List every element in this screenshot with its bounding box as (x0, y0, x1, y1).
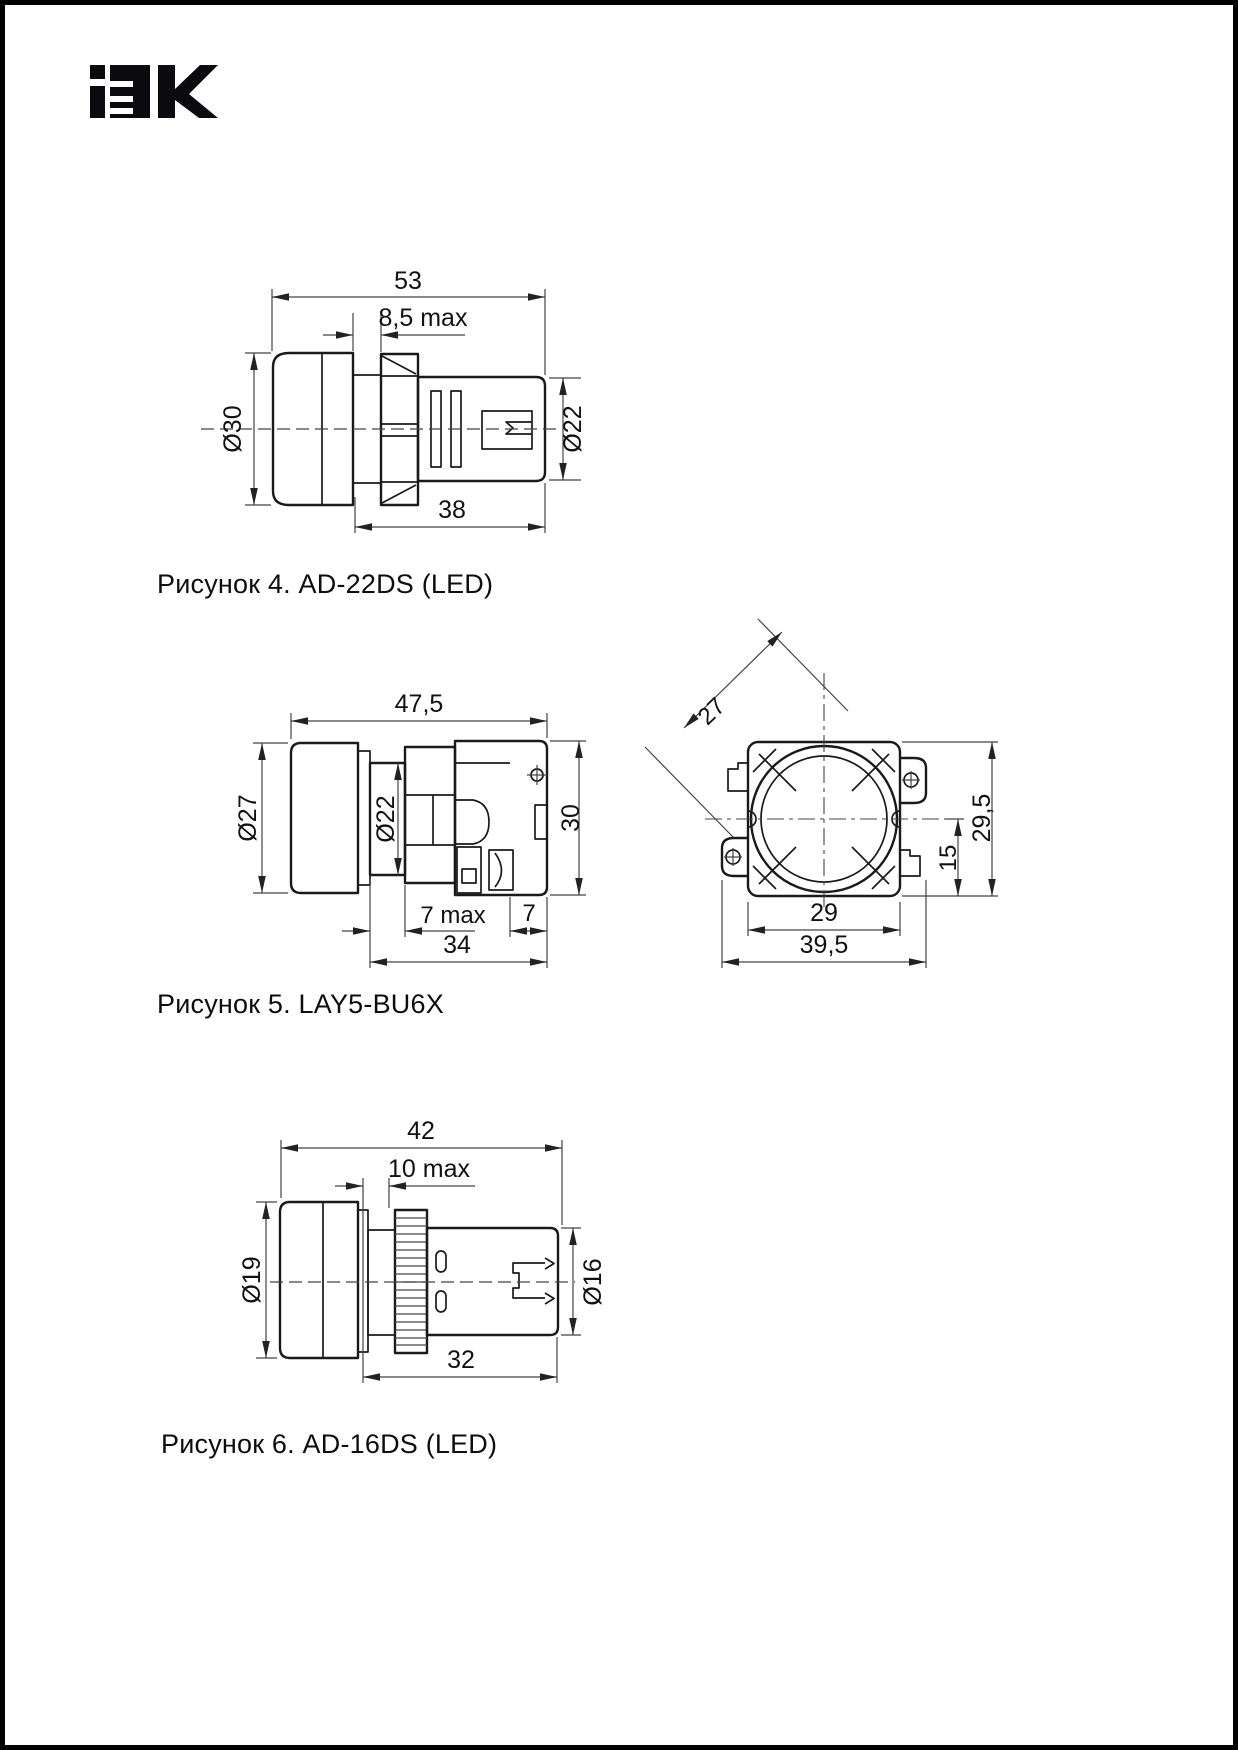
fig5-drawing (205, 600, 1015, 980)
fig6-dim-total-length: 42 (407, 1117, 435, 1145)
iek-logo (90, 63, 222, 120)
fig6-dim-hole-diameter: Ø16 (579, 1258, 607, 1306)
fig6-dim-body-length: 32 (447, 1346, 475, 1374)
fig4-caption: Рисунок 4. AD-22DS (LED) (157, 569, 494, 599)
fig4-dim-total-length: 53 (394, 267, 422, 295)
fig5-dim-total-length: 47,5 (394, 690, 444, 718)
fig4-drawing (195, 245, 615, 545)
fig6-dim-lens-diameter: Ø19 (238, 1256, 266, 1304)
fig5-dim-button-diameter: Ø27 (234, 794, 262, 842)
fig5-side-view-dimensions (234, 690, 586, 968)
fig6-dim-panel-thickness: 10 max (388, 1155, 470, 1183)
fig5-dim-diagonal: 27 (692, 692, 731, 731)
logo-i-dot (90, 65, 105, 79)
fig5-dim-hole-diameter: Ø22 (372, 795, 400, 843)
fig5-dim-terminal: 7 (522, 900, 536, 927)
fig5-dim-inner-width: 29 (810, 899, 838, 927)
fig5-rear-view-dimensions (645, 619, 998, 968)
fig5-side-view-outline (291, 741, 547, 895)
fig5-dim-body-length: 34 (443, 931, 471, 959)
logo-k-glyph (158, 65, 218, 118)
fig5-dim-height: 30 (557, 804, 585, 832)
fig4-dim-lens-diameter: Ø30 (219, 405, 247, 453)
fig4-dim-hole-diameter: Ø22 (559, 405, 587, 453)
logo-e-glyph (110, 65, 150, 118)
fig5-dim-panel-thickness: 7 max (420, 902, 486, 929)
fig6-drawing (215, 1115, 615, 1405)
fig5-caption: Рисунок 5. LAY5-BU6X (157, 989, 444, 1019)
fig4-dim-body-length: 38 (438, 496, 466, 524)
fig5-dim-outer-width: 39,5 (799, 931, 849, 959)
logo-i-stem (90, 86, 105, 118)
fig5-rear-view-outline (705, 673, 945, 908)
fig5-dim-rear-height: 29,5 (968, 793, 996, 843)
fig4-dim-panel-thickness: 8,5 max (378, 304, 468, 332)
fig6-caption: Рисунок 6. AD-16DS (LED) (161, 1429, 498, 1459)
fig5-dim-center-to-edge: 15 (935, 844, 962, 872)
fig6-part-outline (270, 1202, 575, 1358)
